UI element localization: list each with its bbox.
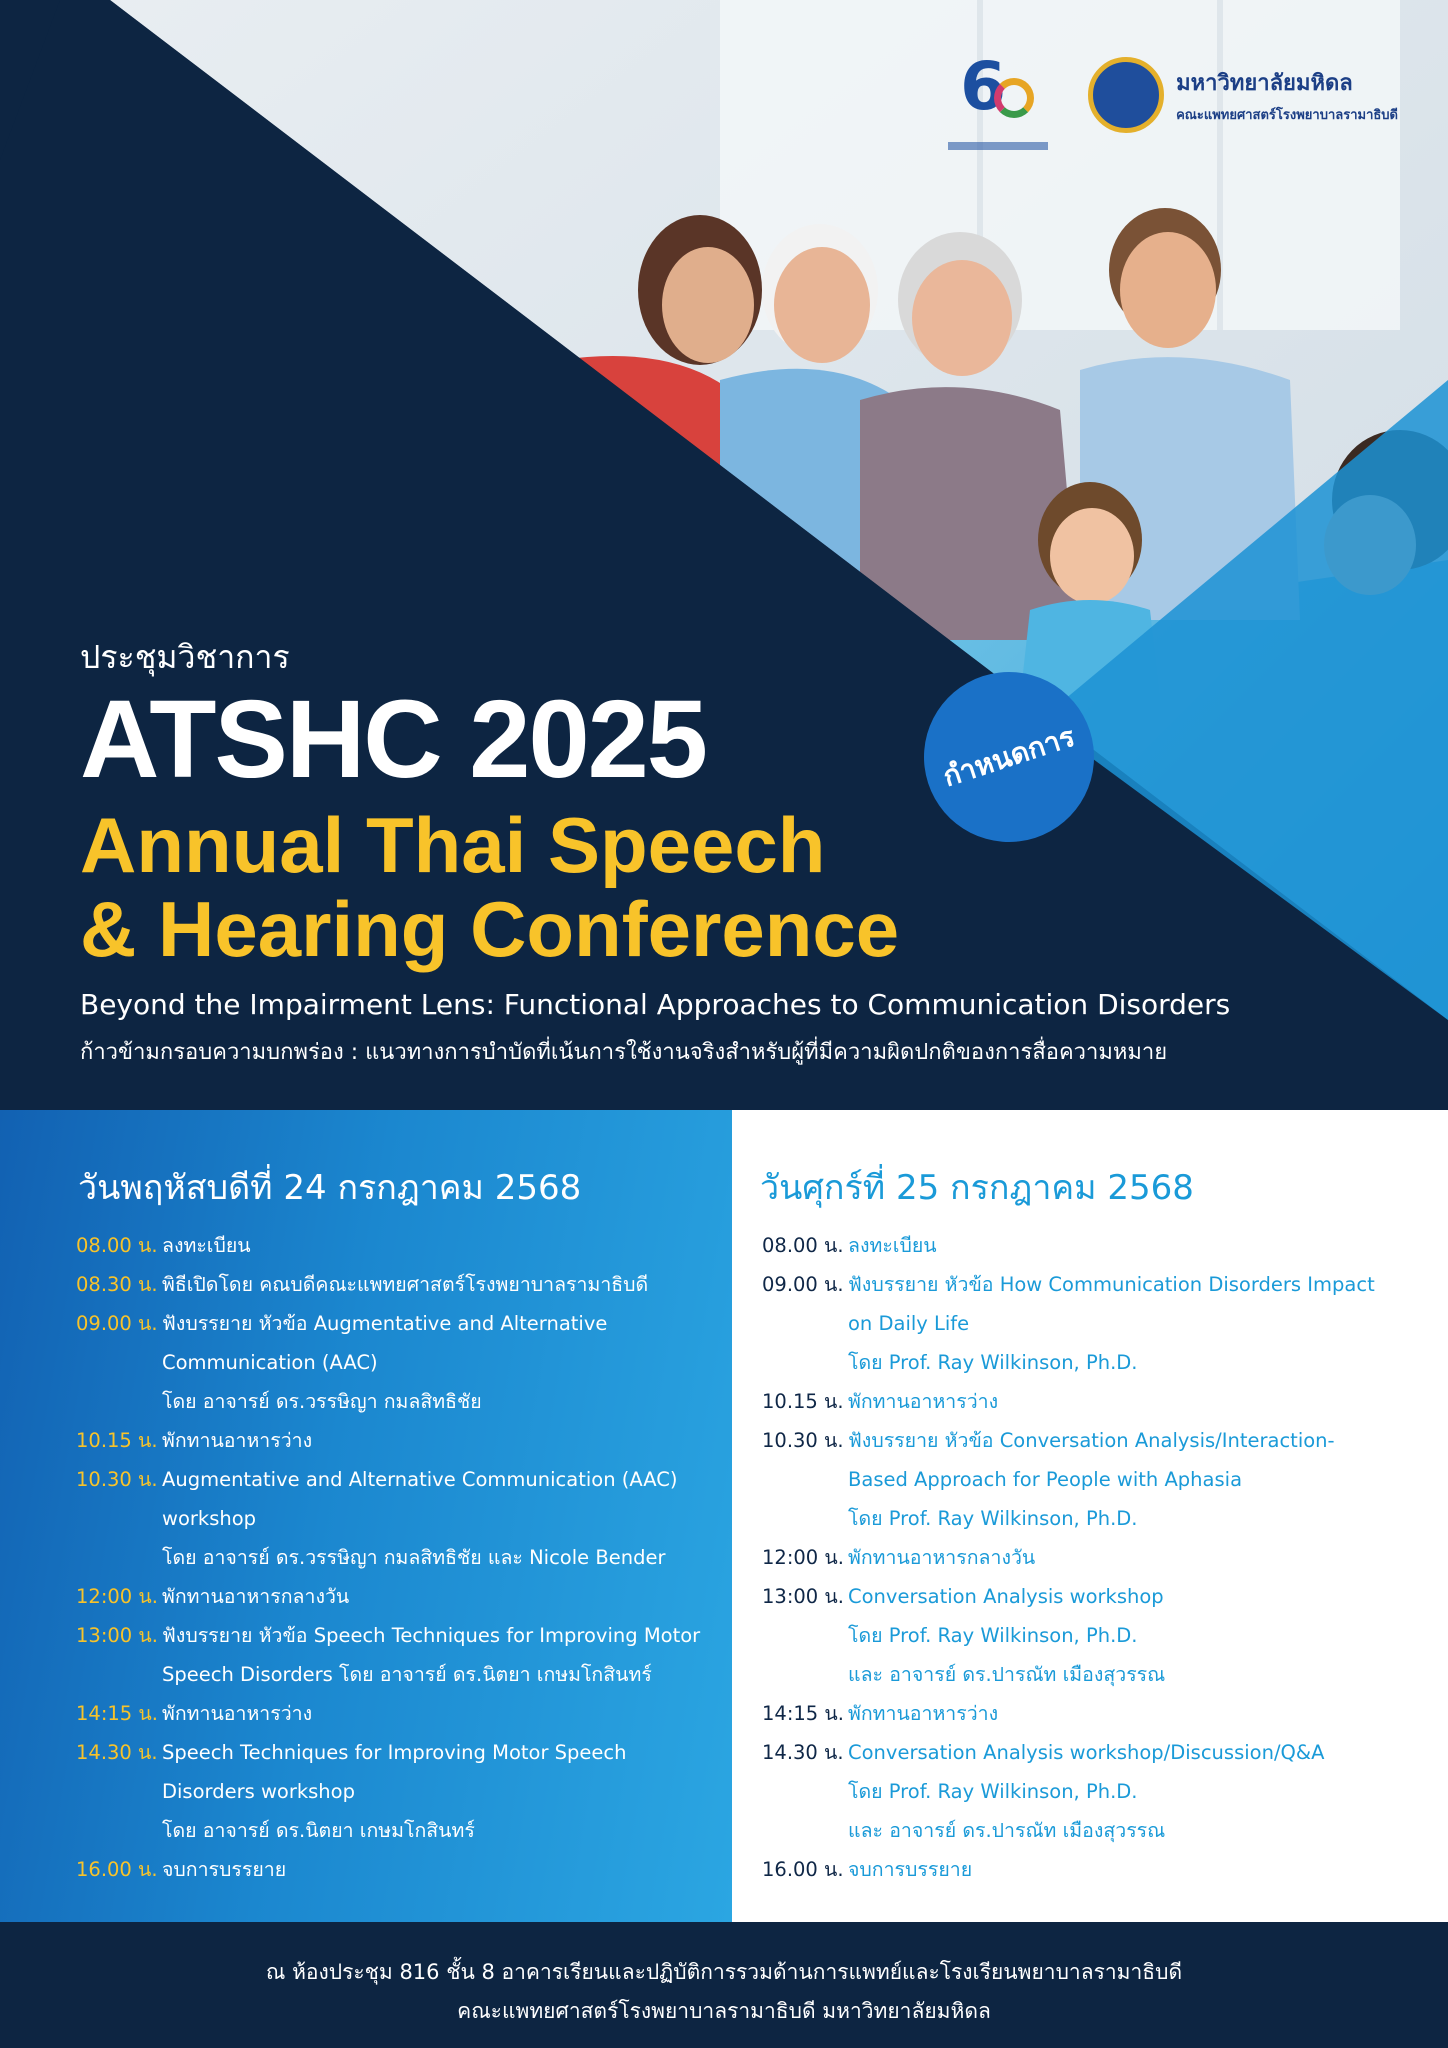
schedule-item bbox=[762, 1694, 1432, 1733]
mahidol-logo bbox=[1088, 57, 1398, 133]
schedule-item bbox=[76, 1577, 726, 1616]
schedule-time: 10.15 น. bbox=[76, 1429, 158, 1452]
schedule-item bbox=[762, 1226, 1432, 1265]
venue-line2: คณะแพทยศาสตร์โรงพยาบาลรามาธิบดี มหาวิทยาลัยมหิดล bbox=[457, 1999, 991, 2023]
schedule-item bbox=[762, 1850, 1432, 1889]
schedule-description bbox=[162, 1460, 726, 1577]
day2-title: วันศุกร์ที่ 25 กรกฎาคม 2568 bbox=[760, 1168, 1194, 1208]
schedule-line: พักทานอาหารว่าง bbox=[848, 1390, 999, 1413]
day1-schedule bbox=[76, 1226, 726, 1889]
schedule-item bbox=[76, 1616, 726, 1694]
schedule-line: โดย Prof. Ray Wilkinson, Ph.D. bbox=[848, 1780, 1138, 1803]
schedule-time: 14:15 น. bbox=[762, 1702, 844, 1725]
schedule-time: 08.00 น. bbox=[76, 1234, 158, 1257]
faculty-name: คณะแพทยศาสตร์โรงพยาบาลรามาธิบดี bbox=[1176, 108, 1398, 123]
schedule-description bbox=[848, 1538, 1432, 1577]
schedule-time: 09.00 น. bbox=[76, 1312, 158, 1335]
schedule-line: ลงทะเบียน bbox=[848, 1234, 937, 1257]
schedule-time: 12:00 น. bbox=[762, 1546, 844, 1569]
venue-line1: ณ ห้องประชุม 816 ชั้น 8 อาคารเรียนและปฏิบัติการรวมด้านการแพทย์และโรงเรียนพยาบาลรามาธิบดี bbox=[265, 1960, 1183, 1984]
schedule-line: ฟังบรรยาย หัวข้อ Augmentative and Alternative bbox=[162, 1312, 608, 1335]
schedule-time: 13:00 น. bbox=[76, 1624, 158, 1647]
schedule-item bbox=[76, 1226, 726, 1265]
schedule-description bbox=[162, 1421, 726, 1460]
schedule-line: Conversation Analysis workshop/Discussion/Q&A bbox=[848, 1741, 1325, 1764]
schedule-description bbox=[848, 1694, 1432, 1733]
mahidol-seal-icon bbox=[1088, 57, 1164, 133]
schedule-line: พักทานอาหารกลางวัน bbox=[848, 1546, 1036, 1569]
schedule-time: 13:00 น. bbox=[762, 1585, 844, 1608]
schedule-line: จบการบรรยาย bbox=[162, 1858, 287, 1881]
schedule-description bbox=[162, 1265, 726, 1304]
logo-group bbox=[948, 40, 1398, 150]
sixtieth-anniversary-logo: 6 bbox=[948, 40, 1048, 150]
theme-english: Beyond the Impairment Lens: Functional Approaches to Communication Disorders bbox=[80, 988, 1231, 1021]
schedule-time: 14.30 น. bbox=[762, 1741, 844, 1764]
schedule-item bbox=[762, 1265, 1432, 1382]
day2-panel bbox=[732, 1110, 1448, 1922]
schedule-line: Augmentative and Alternative Communication (AAC) bbox=[162, 1468, 678, 1491]
day2-schedule bbox=[762, 1226, 1432, 1889]
schedule-line: ฟังบรรยาย หัวข้อ Conversation Analysis/Interaction- bbox=[848, 1429, 1335, 1452]
schedule-description bbox=[848, 1382, 1432, 1421]
schedule-line: พักทานอาหารกลางวัน bbox=[162, 1585, 350, 1608]
schedule-line: พักทานอาหารว่าง bbox=[162, 1429, 313, 1452]
schedule-time: 12:00 น. bbox=[76, 1585, 158, 1608]
schedule-line: Speech Techniques for Improving Motor Speech bbox=[162, 1741, 627, 1764]
schedule-line: โดย Prof. Ray Wilkinson, Ph.D. bbox=[848, 1624, 1138, 1647]
theme-thai: ก้าวข้ามกรอบความบกพร่อง : แนวทางการบำบัดที่เน้นการใช้งานจริงสำหรับผู้ที่มีความผิดปกติของการสื่อความหมาย bbox=[80, 1040, 1168, 1065]
schedule-time: 10.30 น. bbox=[76, 1468, 158, 1491]
schedule-item bbox=[76, 1265, 726, 1304]
conference-subtitle-line2: & Hearing Conference bbox=[80, 885, 900, 973]
schedule-line: โดย อาจารย์ ดร.นิตยา เกษมโกสินทร์ bbox=[162, 1819, 475, 1842]
conference-title: ATSHC 2025 bbox=[80, 678, 706, 801]
schedule-line: on Daily Life bbox=[848, 1312, 970, 1335]
schedule-line: โดย อาจารย์ ดร.วรรษิญา กมลสิทธิชัย bbox=[162, 1390, 482, 1413]
schedule-line: ฟังบรรยาย หัวข้อ Speech Techniques for Improving Motor bbox=[162, 1624, 701, 1647]
schedule-item bbox=[76, 1304, 726, 1421]
schedule-item bbox=[76, 1694, 726, 1733]
schedule-description bbox=[848, 1850, 1432, 1889]
schedule-item bbox=[76, 1421, 726, 1460]
schedule-item bbox=[762, 1538, 1432, 1577]
pre-title: ประชุมวิชาการ bbox=[80, 638, 290, 676]
schedule-description bbox=[848, 1265, 1432, 1382]
schedule-line: พักทานอาหารว่าง bbox=[848, 1702, 999, 1725]
schedule-line: Conversation Analysis workshop bbox=[848, 1585, 1164, 1608]
schedule-time: 08.30 น. bbox=[76, 1273, 158, 1296]
schedule-description bbox=[848, 1577, 1432, 1694]
schedule-time: 14.30 น. bbox=[76, 1741, 158, 1764]
schedule-line: Speech Disorders โดย อาจารย์ ดร.นิตยา เกษมโกสินทร์ bbox=[162, 1663, 652, 1686]
schedule-time: 09.00 น. bbox=[762, 1273, 844, 1296]
schedule-item bbox=[762, 1733, 1432, 1850]
schedule-time: 10.30 น. bbox=[762, 1429, 844, 1452]
schedule-description bbox=[162, 1616, 726, 1694]
schedule-line: และ อาจารย์ ดร.ปารณัท เมืองสุวรรณ bbox=[848, 1819, 1166, 1842]
schedule-item bbox=[762, 1382, 1432, 1421]
schedule-item bbox=[76, 1850, 726, 1889]
schedule-description bbox=[162, 1304, 726, 1421]
schedule-line: โดย Prof. Ray Wilkinson, Ph.D. bbox=[848, 1351, 1138, 1374]
schedule-description bbox=[162, 1733, 726, 1850]
schedule-item bbox=[76, 1460, 726, 1577]
schedule-line: และ อาจารย์ ดร.ปารณัท เมืองสุวรรณ bbox=[848, 1663, 1166, 1686]
schedule-description bbox=[162, 1226, 726, 1265]
university-name: มหาวิทยาลัยมหิดล bbox=[1176, 71, 1353, 96]
schedule-line: ลงทะเบียน bbox=[162, 1234, 251, 1257]
schedule-item bbox=[762, 1421, 1432, 1538]
venue-footer bbox=[0, 1922, 1448, 2048]
schedule-line: โดย Prof. Ray Wilkinson, Ph.D. bbox=[848, 1507, 1138, 1530]
schedule-description bbox=[162, 1850, 726, 1889]
schedule-time: 16.00 น. bbox=[76, 1858, 158, 1881]
schedule-line: Disorders workshop bbox=[162, 1780, 355, 1803]
schedule-line: Based Approach for People with Aphasia bbox=[848, 1468, 1243, 1491]
schedule-time: 10.15 น. bbox=[762, 1390, 844, 1413]
schedule-description bbox=[848, 1733, 1432, 1850]
schedule-item bbox=[76, 1733, 726, 1850]
day1-panel bbox=[0, 1110, 732, 1922]
schedule-line: ฟังบรรยาย หัวข้อ How Communication Disorders Impact bbox=[848, 1273, 1375, 1296]
schedule-time: 16.00 น. bbox=[762, 1858, 844, 1881]
schedule-time: 08.00 น. bbox=[762, 1234, 844, 1257]
schedule-description bbox=[162, 1577, 726, 1616]
schedule-line: พิธีเปิดโดย คณบดีคณะแพทยศาสตร์โรงพยาบาลรามาธิบดี bbox=[162, 1273, 649, 1296]
schedule-line: พักทานอาหารว่าง bbox=[162, 1702, 313, 1725]
schedule-line: workshop bbox=[162, 1507, 257, 1530]
schedule-item bbox=[762, 1577, 1432, 1694]
day1-title: วันพฤหัสบดีที่ 24 กรกฎาคม 2568 bbox=[78, 1168, 582, 1208]
schedule-description bbox=[848, 1421, 1432, 1538]
schedule-line: จบการบรรยาย bbox=[848, 1858, 973, 1881]
conference-subtitle-line1: Annual Thai Speech bbox=[80, 801, 826, 889]
schedule-line: โดย อาจารย์ ดร.วรรษิญา กมลสิทธิชัย และ Nicole Bender bbox=[162, 1546, 666, 1569]
schedule-description bbox=[848, 1226, 1432, 1265]
schedule-line: Communication (AAC) bbox=[162, 1351, 378, 1374]
schedule-description bbox=[162, 1694, 726, 1733]
schedule-time: 14:15 น. bbox=[76, 1702, 158, 1725]
schedule-badge-label: กำหนดการ bbox=[938, 719, 1079, 794]
